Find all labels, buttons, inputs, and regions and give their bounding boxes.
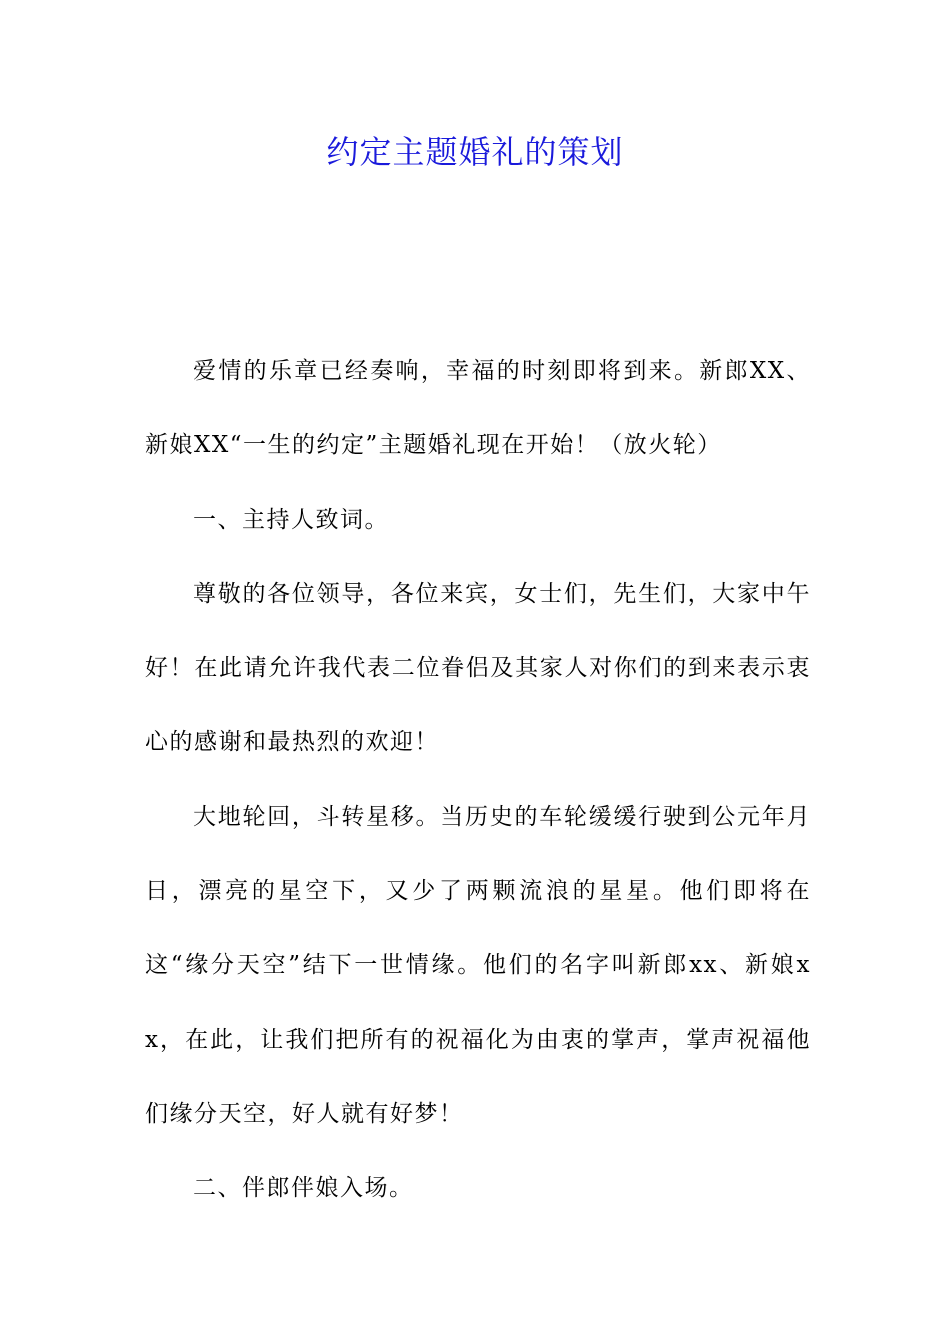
document-body bbox=[145, 334, 811, 1226]
paragraph-introduction: 大地轮回，斗转星移。当历史的车轮缓缓行驶到公元年月日，漂亮的星空下，又少了两颗流浪的星星。他们即将在这“缘分天空”结下一世情缘。他们的名字叫新郎xx、新娘xx，在此，让我们把所有的祝福化为由衷的掌声，掌声祝福他们缘分天空，好人就有好梦！ bbox=[145, 803, 811, 1127]
section-heading-host-speech: 一、主持人致词。 bbox=[193, 506, 389, 533]
paragraph-greeting: 尊敬的各位领导，各位来宾，女士们，先生们，大家中午好！在此请允许我代表二位眷侣及其家人对你们的到来表示衷心的感谢和最热烈的欢迎！ bbox=[145, 580, 811, 756]
document-title: 约定主题婚礼的策划 bbox=[326, 133, 624, 171]
section-heading-bridesmaids-entrance: 二、伴郎伴娘入场。 bbox=[193, 1175, 414, 1202]
paragraph-opening: 爱情的乐章已经奏响，幸福的时刻即将到来。新郎XX、新娘XX“一生的约定”主题婚礼现在开始！（放火轮） bbox=[145, 358, 811, 459]
